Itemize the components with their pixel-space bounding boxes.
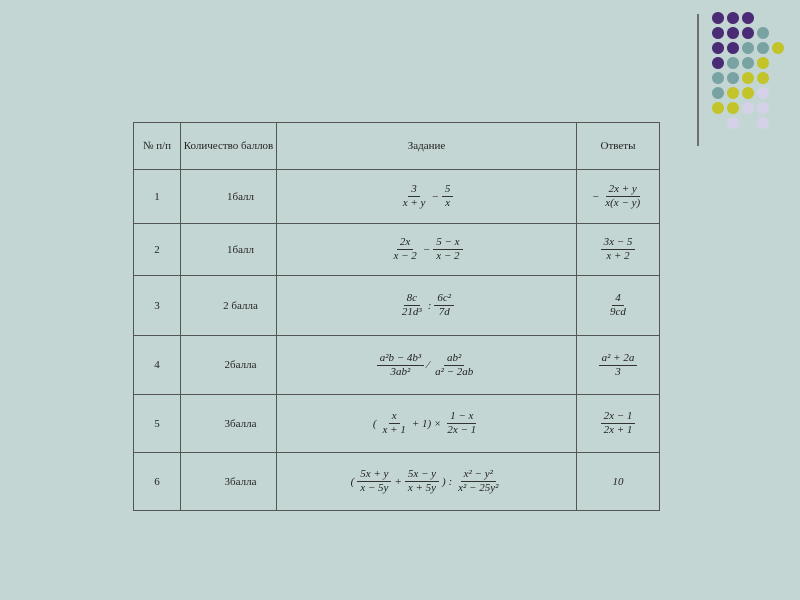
math-operator: − <box>422 243 431 256</box>
fraction-numerator: 4 <box>612 292 624 306</box>
fraction-numerator: ab² <box>444 352 464 366</box>
decorative-dot <box>712 57 724 69</box>
fraction-denominator: x − 5y <box>360 482 389 494</box>
math-operator: ( <box>372 417 377 430</box>
fraction-denominator: a² − 2ab <box>435 365 474 378</box>
answer-formula <box>577 395 660 453</box>
answer-formula <box>577 276 660 336</box>
fraction-numerator: 2x + y <box>606 183 640 197</box>
math-operator: − <box>431 190 439 203</box>
decorative-dot <box>727 27 739 39</box>
fraction-numerator: x <box>389 410 400 424</box>
fraction-denominator: x + 1 <box>382 424 406 436</box>
math-operator: : <box>427 299 432 312</box>
fraction <box>444 410 479 437</box>
math-operator: + <box>394 475 402 488</box>
decorative-dot <box>757 72 769 84</box>
fraction-numerator: 3 <box>408 183 420 197</box>
fraction-denominator: x + 2 <box>606 250 630 262</box>
math-expression <box>591 183 645 209</box>
fraction <box>400 183 429 210</box>
fraction-denominator: 3 <box>615 365 621 378</box>
table-row <box>134 276 660 336</box>
fraction <box>433 236 462 263</box>
tasks-table <box>133 122 660 511</box>
task-formula <box>277 453 577 511</box>
task-formula <box>277 336 577 395</box>
fraction-denominator: 9cd <box>610 306 626 318</box>
math-expression <box>599 410 638 436</box>
fraction-denominator: 2x + 1 <box>603 424 633 436</box>
decorative-dot <box>757 27 769 39</box>
decorative-dot <box>757 57 769 69</box>
row-number: 2 <box>134 224 181 276</box>
row-points: 1балл <box>181 170 277 224</box>
math-expression <box>597 351 640 378</box>
fraction-numerator: a² + 2a <box>599 352 638 366</box>
fraction-denominator: x² − 25y² <box>458 482 499 494</box>
fraction-numerator: 2x − 1 <box>601 410 636 424</box>
fraction-denominator: x <box>445 197 450 209</box>
row-number: 1 <box>134 170 181 224</box>
table-row <box>134 336 660 395</box>
fraction-numerator: 3x − 5 <box>601 236 636 250</box>
decorative-dot <box>742 42 754 54</box>
fraction <box>432 352 476 379</box>
math-operator: − <box>591 190 600 203</box>
math-expression <box>397 292 456 318</box>
table-row <box>134 224 660 276</box>
header-row <box>134 123 660 170</box>
fraction <box>601 236 636 263</box>
answer-formula <box>577 170 660 224</box>
fraction-numerator: 6c² <box>434 292 454 306</box>
decorative-dot <box>712 42 724 54</box>
fraction <box>380 410 409 437</box>
fraction-numerator: a²b − 4b³ <box>377 352 425 366</box>
fraction-denominator: x + y <box>402 197 426 209</box>
row-points: 2 балла <box>181 276 277 336</box>
fraction <box>377 352 425 379</box>
fraction-numerator: 1 − x <box>447 410 476 424</box>
math-expression <box>350 468 504 494</box>
decorative-dot <box>757 42 769 54</box>
row-number: 6 <box>134 453 181 511</box>
task-formula <box>277 170 577 224</box>
decorative-dot <box>727 57 739 69</box>
decorative-dot <box>727 102 739 114</box>
decorative-dot <box>727 12 739 24</box>
math-operator: ) : <box>442 475 453 488</box>
row-points: 3балла <box>181 453 277 511</box>
fraction <box>607 292 629 319</box>
decorative-dot <box>742 27 754 39</box>
decorative-dot <box>727 72 739 84</box>
decorative-dot <box>742 87 754 99</box>
fraction-denominator: x(x − y) <box>605 197 641 209</box>
fraction-denominator: 3ab² <box>390 365 411 378</box>
row-number: 3 <box>134 276 181 336</box>
fraction-denominator: 7d <box>438 306 450 318</box>
decorative-dot <box>712 87 724 99</box>
math-operator: ⁄ <box>427 359 430 371</box>
fraction-numerator: 5 <box>442 183 454 197</box>
decorative-dot <box>712 102 724 114</box>
header-task: Задание <box>277 123 577 170</box>
decorative-dot <box>712 12 724 24</box>
fraction-numerator: 5 − x <box>433 236 462 250</box>
header-answers: Ответы <box>577 123 660 170</box>
row-number: 5 <box>134 395 181 453</box>
decorative-dot <box>727 42 739 54</box>
math-expression <box>388 236 464 262</box>
table-row <box>134 170 660 224</box>
fraction <box>390 236 419 263</box>
decorative-dot <box>742 102 754 114</box>
answer-formula <box>577 453 660 511</box>
fraction-denominator: x + 5y <box>407 482 437 494</box>
task-formula <box>277 395 577 453</box>
fraction-numerator: 2x <box>397 236 413 250</box>
fraction <box>599 352 638 379</box>
fraction-numerator: 8c <box>404 292 420 306</box>
fraction <box>601 410 636 437</box>
header-number: № п/п <box>134 123 181 170</box>
decorative-dot <box>757 102 769 114</box>
decorative-dot <box>712 27 724 39</box>
row-points: 3балла <box>181 395 277 453</box>
table-row <box>134 395 660 453</box>
fraction <box>399 292 425 319</box>
decorative-dot <box>712 72 724 84</box>
task-formula <box>277 224 577 276</box>
decorative-vertical-line <box>697 14 699 146</box>
table-row <box>134 453 660 511</box>
fraction-numerator: 5x − y <box>405 468 439 482</box>
math-expression <box>372 410 481 436</box>
fraction-denominator: 21d³ <box>401 306 422 318</box>
math-operator: + 1) × <box>411 417 442 430</box>
fraction <box>405 468 439 495</box>
decorative-dot <box>727 117 739 129</box>
row-points: 1балл <box>181 224 277 276</box>
fraction-denominator: x − 2 <box>436 250 460 262</box>
fraction-denominator: 2x − 1 <box>447 424 477 436</box>
fraction-numerator: 5x + y <box>357 468 391 482</box>
decorative-dot <box>742 12 754 24</box>
math-expression <box>398 183 456 209</box>
math-operator: ( <box>350 475 355 488</box>
math-expression <box>605 292 631 318</box>
answer-formula <box>577 224 660 276</box>
decorative-dot <box>757 87 769 99</box>
header-points: Количество баллов <box>181 123 277 170</box>
fraction-denominator: x − 2 <box>393 250 417 262</box>
fraction <box>434 292 454 319</box>
decorative-dot <box>742 72 754 84</box>
decorative-dot <box>757 117 769 129</box>
decorative-dot <box>742 57 754 69</box>
math-expression <box>375 351 479 378</box>
row-number: 4 <box>134 336 181 395</box>
fraction-numerator: x² − y² <box>461 468 496 482</box>
math-expression <box>612 475 625 487</box>
fraction <box>442 183 454 210</box>
row-points: 2балла <box>181 336 277 395</box>
fraction <box>602 183 643 210</box>
fraction <box>455 468 501 495</box>
math-expression <box>599 236 638 262</box>
decorative-dot <box>772 42 784 54</box>
task-formula <box>277 276 577 336</box>
answer-formula <box>577 336 660 395</box>
math-operator: 10 <box>612 475 624 488</box>
fraction <box>357 468 391 495</box>
decorative-dot <box>727 87 739 99</box>
